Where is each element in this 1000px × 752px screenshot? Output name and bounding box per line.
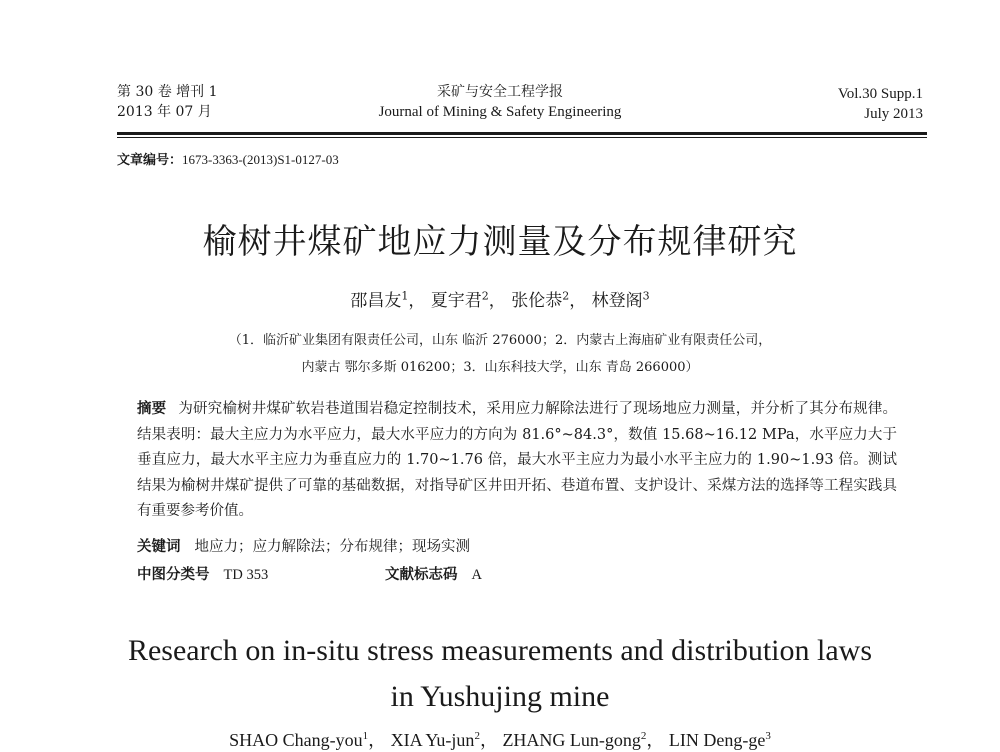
- date-cn: 2013 年 07 月: [117, 104, 212, 120]
- clc-number: [137, 563, 268, 584]
- journal-en: Journal of Mining & Safety Engineering: [378, 104, 622, 120]
- title-cn: 榆树井煤矿地应力测量及分布规律研究: [202, 222, 798, 262]
- header-right: [838, 84, 923, 124]
- header-rule-thick: [117, 132, 927, 135]
- doc-code-label: 文献标志码: [385, 567, 458, 583]
- journal-cn: 采矿与安全工程学报: [437, 84, 563, 100]
- author-en: ZHANG Lun-gong$^2$，: [502, 730, 665, 750]
- article-number-value: 1673-3363-(2013)S1-0127-03: [182, 152, 339, 167]
- author-en: LIN Deng-$ge^3$: [668, 730, 771, 750]
- title-en-line-2: in Yushujing mine: [390, 680, 610, 713]
- keywords: [137, 535, 470, 556]
- volume-cn: 第 30 卷 增刊 1: [117, 84, 218, 100]
- affiliation-line-1: （1．临沂矿业集团有限责任公司，山东 临沂 276000；2．内蒙古上海庙矿业有限责任公司，: [228, 333, 772, 348]
- authors-cn: [0, 286, 1000, 311]
- author-cn: 邵昌友$^1$，: [350, 289, 426, 311]
- affiliation-line-2: 内蒙古 鄂尔多斯 016200；3．山东科技大学，山东 青岛 266000）: [301, 360, 699, 375]
- doc-code-value: A: [471, 567, 482, 583]
- header-rule-thin: [117, 137, 927, 138]
- abstract-text: 为研究榆树井煤矿软岩巷道围岩稳定控制技术，采用应力解除法进行了现场地应力测量，并分析了其分布规律。结果表明：最大主应力为水平应力，最大水平应力的方向为 81.6°~84.3°，数值 15.68~16.12 MPa，水平应力大于垂直应力，最大水平主应力为垂直应力的 1.70~1.76 倍，最大水平主应力为最小水平主应力的 1.90~1.93 倍。测试结果为榆树井煤矿提供了可靠的基础数据，对指导矿区井田开拓、巷道布置、支护设计、采煤方法的选择等工程实践具有重要参考价值。: [137, 401, 897, 519]
- keywords-label: 关键词: [137, 539, 181, 555]
- abstract-label: 摘要: [137, 401, 167, 417]
- authors-en: [0, 726, 1000, 752]
- clc-value: TD 353: [223, 567, 269, 583]
- author-cn: 张伦恭$^2$，: [511, 289, 587, 311]
- date-en: July 2013: [864, 106, 923, 122]
- keywords-text: 地应力；应力解除法；分布规律；现场实测: [194, 539, 470, 555]
- author-en: XIA Yu-jun$^2$，: [390, 730, 498, 750]
- title-en-line-1: Research on in-situ stress measurements and distribution laws: [127, 634, 873, 667]
- document-code: [385, 563, 482, 584]
- article-number-label: 文章编号：: [117, 153, 183, 168]
- volume-en: Vol.30 Supp.1: [837, 86, 923, 102]
- author-en: SHAO Chang-you$^1$，: [229, 730, 387, 750]
- author-cn: 夏宇君$^2$，: [430, 289, 506, 311]
- abstract: [137, 397, 897, 525]
- clc-label: 中图分类号: [137, 567, 210, 583]
- author-cn: 林登阁$^3$: [591, 289, 650, 311]
- title-en: [0, 628, 1000, 720]
- article-number: [117, 149, 339, 168]
